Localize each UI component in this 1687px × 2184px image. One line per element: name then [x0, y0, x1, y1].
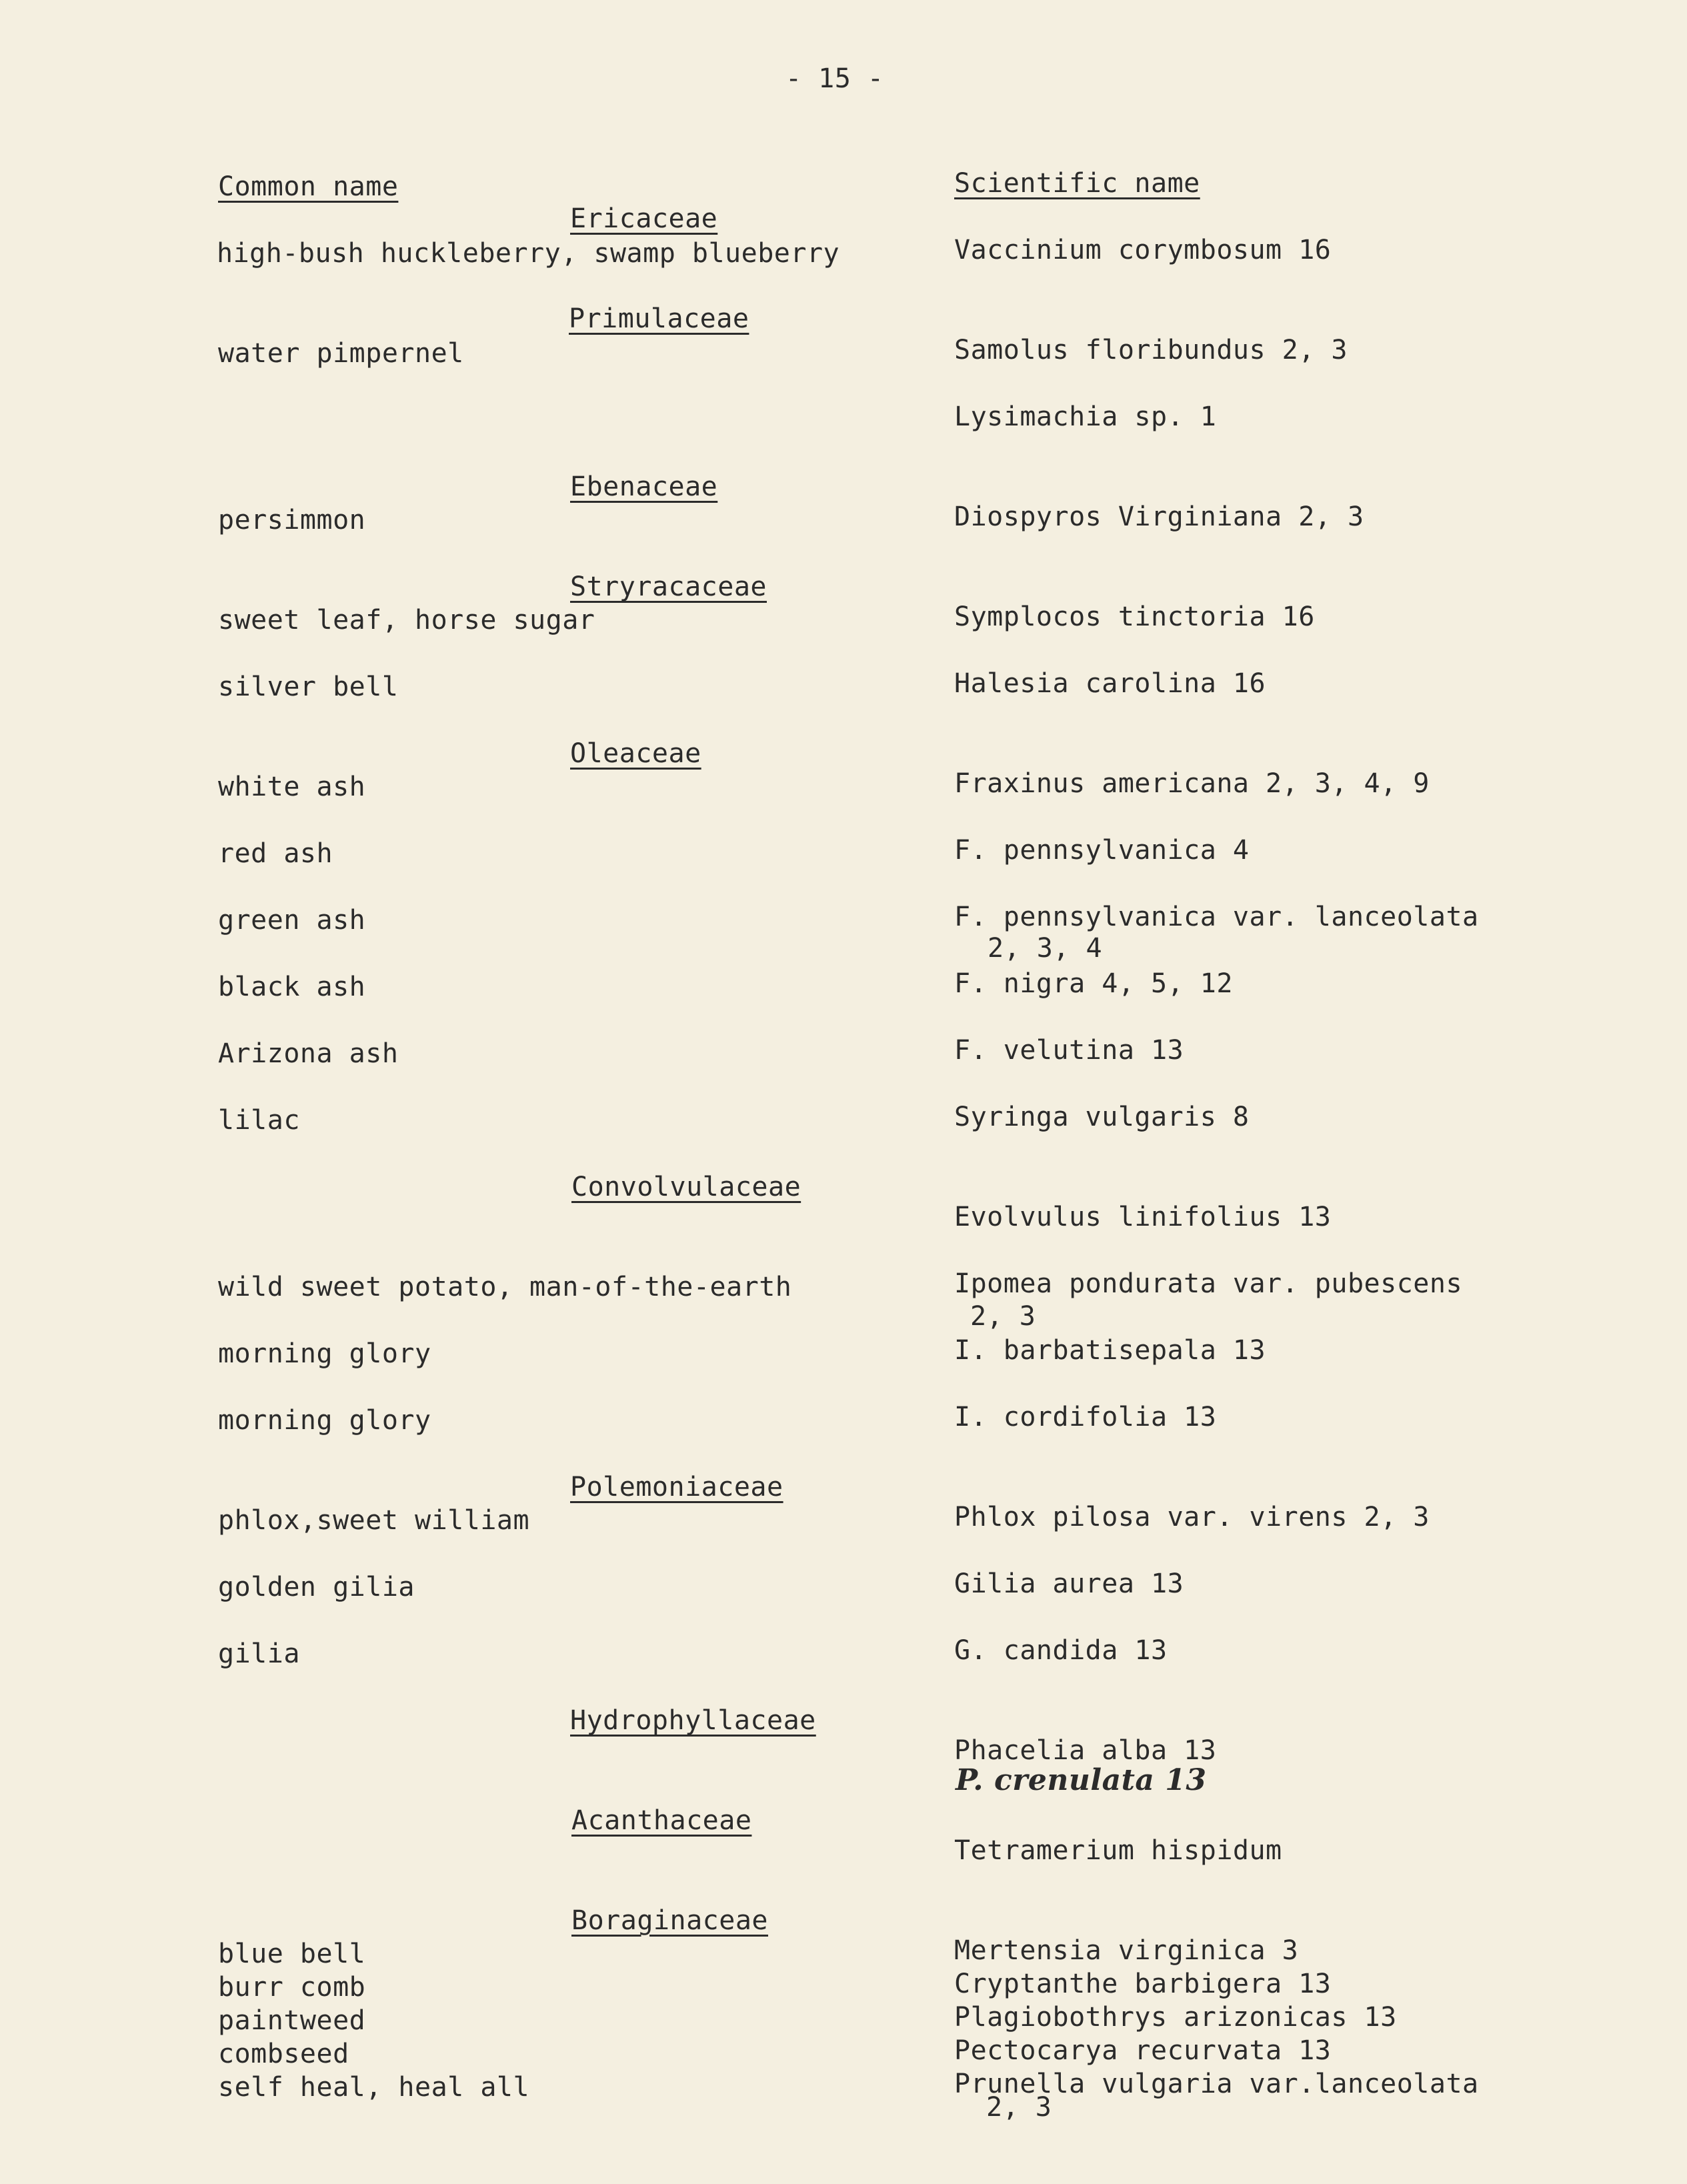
scientific-name: Mertensia virginica 3 — [954, 1935, 1299, 1966]
scientific-name: Samolus floribundus 2, 3 — [954, 335, 1348, 365]
handwritten-scientific-name: P. crenulata 13 — [956, 1763, 1207, 1797]
common-name: black ash — [218, 972, 366, 1002]
common-name: gilia — [218, 1639, 300, 1669]
scientific-name: F. pennsylvanica var. lanceolata — [954, 902, 1479, 932]
scientific-name: Prunella vulgaria var.lanceolata — [954, 2069, 1479, 2099]
family-heading: Convolvulaceae — [571, 1172, 801, 1202]
common-name: green ash — [218, 905, 366, 936]
family-heading: Stryracaceae — [570, 572, 767, 602]
common-name: high-bush huckleberry, swamp blueberry — [217, 238, 840, 269]
common-name: morning glory — [218, 1338, 431, 1369]
family-heading: Primulaceae — [569, 303, 749, 334]
scientific-name: Gilia aurea 13 — [954, 1568, 1184, 1599]
common-name: Arizona ash — [218, 1038, 399, 1069]
common-name: phlox,sweet william — [218, 1505, 530, 1536]
scientific-name: G. candida 13 — [954, 1635, 1168, 1666]
common-name: white ash — [218, 772, 366, 802]
common-name: golden gilia — [218, 1572, 415, 1602]
scientific-name-continued: 2, 3, 4 — [988, 933, 1103, 964]
family-heading: Polemoniaceae — [570, 1472, 783, 1502]
common-name: blue bell — [218, 1939, 366, 1969]
scientific-name: Tetramerium hispidum — [954, 1835, 1282, 1866]
scientific-name: Plagiobothrys arizonicas 13 — [954, 2002, 1397, 2033]
family-heading: Ebenaceae — [570, 471, 718, 502]
scientific-name: Phacelia alba 13 — [954, 1735, 1217, 1766]
scientific-name: Diospyros Virginiana 2, 3 — [954, 501, 1364, 532]
common-name: persimmon — [218, 505, 366, 535]
scientific-name: F. pennsylvanica 4 — [954, 835, 1250, 866]
family-heading: Hydrophyllaceae — [570, 1705, 816, 1736]
scientific-name: Vaccinium corymbosum 16 — [954, 235, 1332, 265]
family-heading: Acanthaceae — [571, 1805, 752, 1836]
scientific-name: Fraxinus americana 2, 3, 4, 9 — [954, 768, 1430, 799]
family-heading: Boraginaceae — [571, 1905, 768, 1936]
common-name: self heal, heal all — [218, 2072, 530, 2103]
scientific-name: Pectocarya recurvata 13 — [954, 2035, 1332, 2066]
header-common-name: Common name — [218, 171, 399, 202]
common-name: water pimpernel — [218, 338, 464, 369]
scientific-name: I. cordifolia 13 — [954, 1402, 1217, 1432]
common-name: burr comb — [218, 1972, 366, 2003]
common-name: wild sweet potato, man-of-the-earth — [218, 1272, 792, 1302]
scientific-name: I. barbatisepala 13 — [954, 1335, 1266, 1366]
scientific-name: Halesia carolina 16 — [954, 668, 1266, 699]
header-scientific-name: Scientific name — [954, 168, 1200, 199]
common-name: paintweed — [218, 2005, 366, 2036]
scientific-name: Lysimachia sp. 1 — [954, 401, 1217, 432]
common-name: combseed — [218, 2039, 349, 2069]
page-number: - 15 - — [785, 63, 884, 94]
scientific-name: Evolvulus linifolius 13 — [954, 1202, 1332, 1232]
common-name: lilac — [218, 1105, 300, 1136]
scientific-name-continued: 2, 3 — [970, 1301, 1036, 1332]
scientific-name: Cryptanthe barbigera 13 — [954, 1969, 1332, 1999]
family-heading: Ericaceae — [570, 203, 718, 234]
scientific-name-continued: 2, 3 — [986, 2092, 1052, 2123]
family-heading: Oleaceae — [570, 738, 701, 769]
common-name: silver bell — [218, 672, 399, 702]
scientific-name: Symplocos tinctoria 16 — [954, 602, 1315, 632]
common-name: morning glory — [218, 1405, 431, 1436]
scientific-name: Ipomea pondurata var. pubescens — [954, 1268, 1463, 1299]
scientific-name: F. velutina 13 — [954, 1035, 1184, 1066]
scientific-name: F. nigra 4, 5, 12 — [954, 968, 1233, 999]
common-name: sweet leaf, horse sugar — [218, 605, 595, 636]
common-name: red ash — [218, 838, 333, 869]
scientific-name: Syringa vulgaris 8 — [954, 1102, 1250, 1132]
scientific-name: Phlox pilosa var. virens 2, 3 — [954, 1502, 1430, 1532]
